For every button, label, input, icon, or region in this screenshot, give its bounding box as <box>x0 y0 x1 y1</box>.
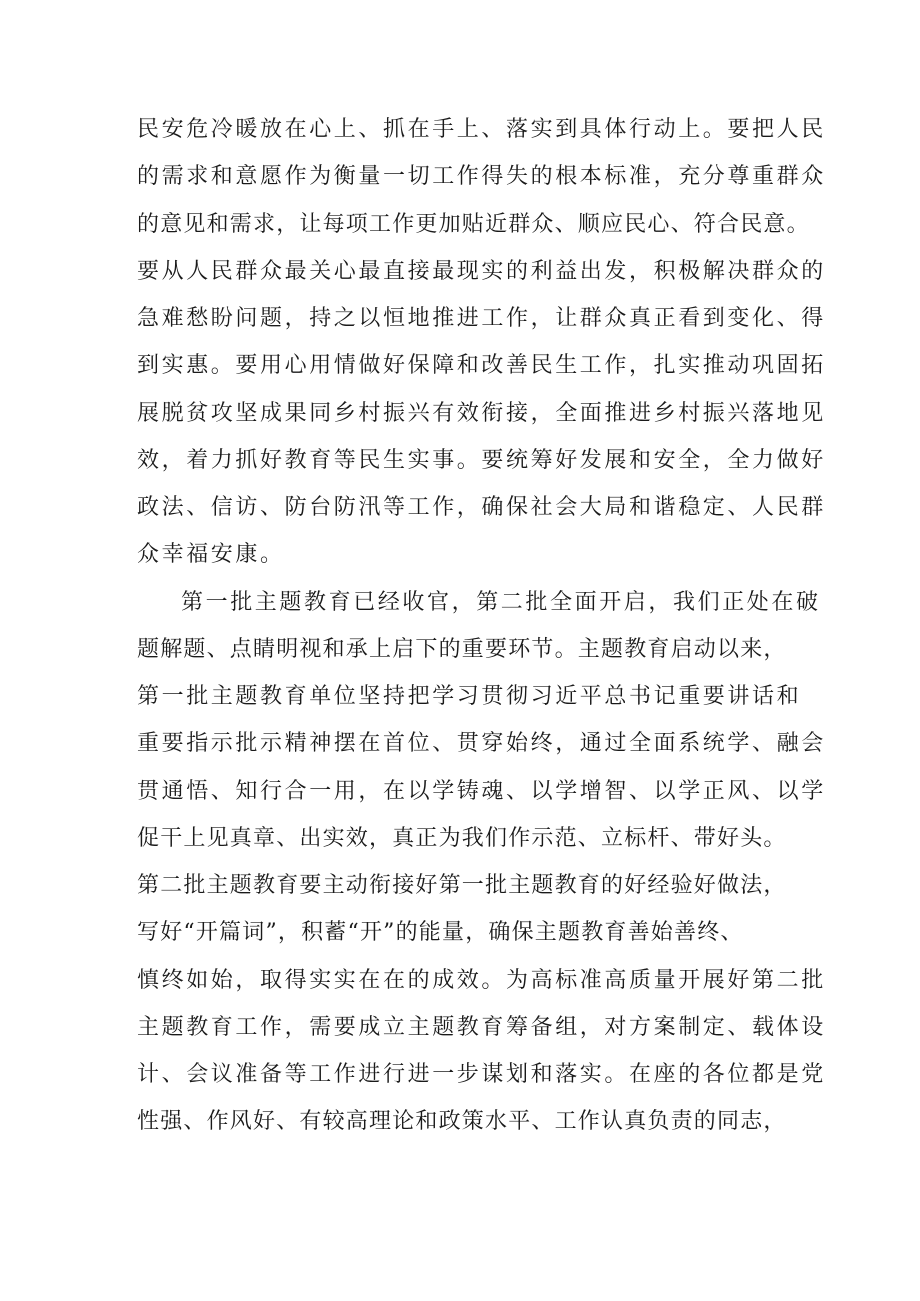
paragraph-2-line-8: 写好“开篇词”，积蓄“开”的能量，确保主题教育善始善终、 <box>137 920 744 946</box>
paragraph-1-line-9: 政法、信访、防台防汛等工作，确保社会大局和谐稳定、人民群 <box>137 495 826 520</box>
paragraph-1-line-8: 效，着力抓好教育等民生实事。要统筹好发展和安全，全力做好 <box>137 447 826 473</box>
body-text <box>137 106 827 1146</box>
paragraph-1-line-5: 急难愁盼问题，持之以恒地推进工作，让群众真正看到变化、得 <box>137 306 826 331</box>
paragraph-1-line-2: 的需求和意愿作为衡量一切工作得失的根本标准，充分尊重群众 <box>137 164 826 190</box>
paragraph-2-line-7: 第二批主题教育要主动衔接好第一批主题教育的好经验好做法， <box>137 873 787 898</box>
paragraph-2-line-2: 题解题、点睛明视和承上启下的重要环节。主题教育启动以来， <box>137 636 787 662</box>
paragraph-2-line-6: 促干上见真章、出实效，真正为我们作示范、立标杆、带好头。 <box>137 825 787 851</box>
paragraph-1-line-7: 展脱贫攻坚成果同乡村振兴有效衔接，全面推进乡村振兴落地见 <box>137 400 826 426</box>
paragraph-2-line-1: 第一批主题教育已经收官，第二批全面开启，我们正处在破 <box>181 589 821 615</box>
paragraph-2-line-9: 慎终如始，取得实实在在的成效。为高标准高质量开展好第二批 <box>137 967 826 993</box>
paragraph-2-line-3: 第一批主题教育单位坚持把学习贯彻习近平总书记重要讲话和 <box>137 684 802 709</box>
paragraph-2-line-4: 重要指示批示精神摆在首位、贯穿始终，通过全面系统学、融会 <box>137 731 826 757</box>
paragraph-2-line-5: 贯通悟、知行合一用，在以学铸魂、以学增智、以学正风、以学 <box>137 778 826 804</box>
paragraph-1-line-3: 的意见和需求，让每项工作更加贴近群众、顺应民心、符合民意。 <box>137 211 810 237</box>
paragraph-2-line-10: 主题教育工作，需要成立主题教育筹备组，对方案制定、载体设 <box>137 1014 826 1040</box>
paragraph-1-line-6: 到实惠。要用心用情做好保障和改善民生工作，扎实推动巩固拓 <box>137 353 826 379</box>
paragraph-1-line-10: 众幸福安康。 <box>137 542 285 568</box>
paragraph-2-line-11: 计、会议准备等工作进行进一步谋划和落实。在座的各位都是党 <box>137 1062 826 1087</box>
paragraph-1-line-4: 要从人民群众最关心最直接最现实的利益出发，积极解决群众的 <box>137 258 826 284</box>
paragraph-2-line-12: 性强、作风好、有较高理论和政策水平、工作认真负责的同志， <box>137 1109 787 1135</box>
paragraph-1-line-1: 民安危冷暖放在心上、抓在手上、落实到具体行动上。要把人民 <box>137 117 826 142</box>
